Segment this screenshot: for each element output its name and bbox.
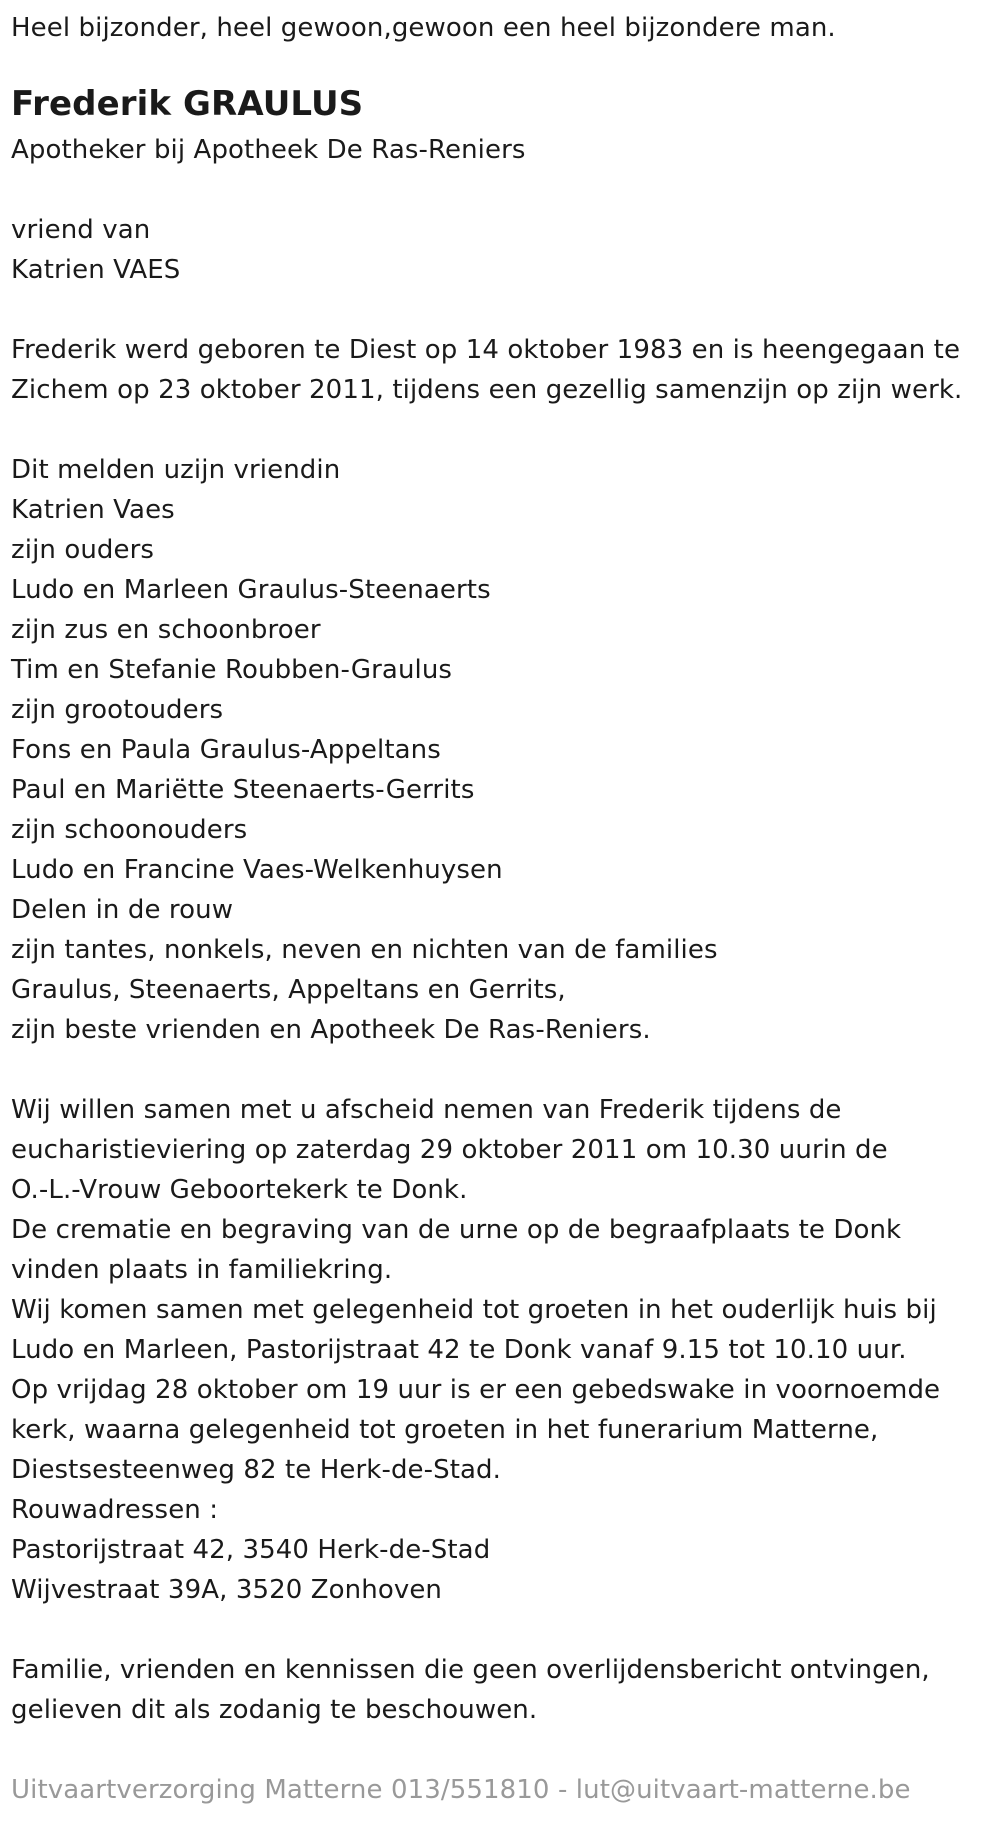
spacer	[11, 290, 1000, 330]
family-line: zijn grootouders	[11, 695, 224, 725]
spacer	[11, 170, 1000, 210]
spacer	[11, 1050, 1000, 1090]
ceremony-line: De crematie en begraving van de urne op de begraafplaats te Donk	[11, 1215, 902, 1245]
notice-paragraph	[11, 1650, 1000, 1730]
family-line: Delen in de rouw	[11, 895, 234, 925]
family-line: Paul en Mariëtte Steenaerts-Gerrits	[11, 775, 475, 805]
spacer	[11, 410, 1000, 450]
family-line: Dit melden uzijn vriendin	[11, 455, 341, 485]
partner-name: Katrien VAES	[11, 255, 181, 285]
ceremony-line: Rouwadressen :	[11, 1495, 219, 1525]
occupation: Apotheker bij Apotheek De Ras-Reniers	[11, 135, 526, 165]
family-line: zijn beste vrienden en Apotheek De Ras-Reniers.	[11, 1015, 651, 1045]
family-list	[11, 450, 1000, 1050]
ceremony-line: vinden plaats in familiekring.	[11, 1255, 393, 1285]
ceremony-line: Wij willen samen met u afscheid nemen van Frederik tijdens de	[11, 1095, 842, 1125]
family-line: Fons en Paula Graulus-Appeltans	[11, 735, 441, 765]
family-line: zijn schoonouders	[11, 815, 248, 845]
family-line: Graulus, Steenaerts, Appeltans en Gerrits,	[11, 975, 566, 1005]
family-line: zijn ouders	[11, 535, 155, 565]
ceremony-line: Ludo en Marleen, Pastorijstraat 42 te Donk vanaf 9.15 tot 10.10 uur.	[11, 1335, 907, 1365]
spacer	[11, 1610, 1000, 1650]
ceremony-line: Pastorijstraat 42, 3540 Herk-de-Stad	[11, 1535, 491, 1565]
relation-label: vriend van	[11, 215, 151, 245]
paragraph-line: Frederik werd geboren te Diest op 14 oktober 1983 en is heengegaan te	[11, 335, 961, 365]
ceremony-line: Diestsesteenweg 82 te Herk-de-Stad.	[11, 1455, 502, 1485]
family-line: Katrien Vaes	[11, 495, 175, 525]
birth-death-paragraph	[11, 330, 1000, 410]
ceremony-line: eucharistieviering op zaterdag 29 oktober 2011 om 10.30 uurin de	[11, 1135, 888, 1165]
family-line: Ludo en Francine Vaes-Welkenhuysen	[11, 855, 503, 885]
family-line: Tim en Stefanie Roubben-Graulus	[11, 655, 453, 685]
family-line: zijn zus en schoonbroer	[11, 615, 321, 645]
paragraph-line: Zichem op 23 oktober 2011, tijdens een gezellig samenzijn op zijn werk.	[11, 375, 963, 405]
family-line: Ludo en Marleen Graulus-Steenaerts	[11, 575, 491, 605]
ceremony-line: kerk, waarna gelegenheid tot groeten in het funerarium Matterne,	[11, 1415, 879, 1445]
funeral-home-footer: Uitvaartverzorging Matterne 013/551810 - lut@uitvaart-matterne.be	[11, 1775, 911, 1805]
family-line: zijn tantes, nonkels, neven en nichten van de families	[11, 935, 718, 965]
deceased-name: Frederik GRAULUS	[11, 84, 364, 124]
motto: Heel bijzonder, heel gewoon,gewoon een heel bijzondere man.	[11, 13, 836, 43]
ceremony-paragraph	[11, 1090, 1000, 1610]
notice-line: Familie, vrienden en kennissen die geen overlijdensbericht ontvingen,	[11, 1655, 930, 1685]
ceremony-line: O.-L.-Vrouw Geboortekerk te Donk.	[11, 1175, 468, 1205]
ceremony-line: Wij komen samen met gelegenheid tot groeten in het ouderlijk huis bij	[11, 1295, 937, 1325]
notice-line: gelieven dit als zodanig te beschouwen.	[11, 1695, 538, 1725]
ceremony-line: Wijvestraat 39A, 3520 Zonhoven	[11, 1575, 442, 1605]
ceremony-line: Op vrijdag 28 oktober om 19 uur is er een gebedswake in voornoemde	[11, 1375, 941, 1405]
